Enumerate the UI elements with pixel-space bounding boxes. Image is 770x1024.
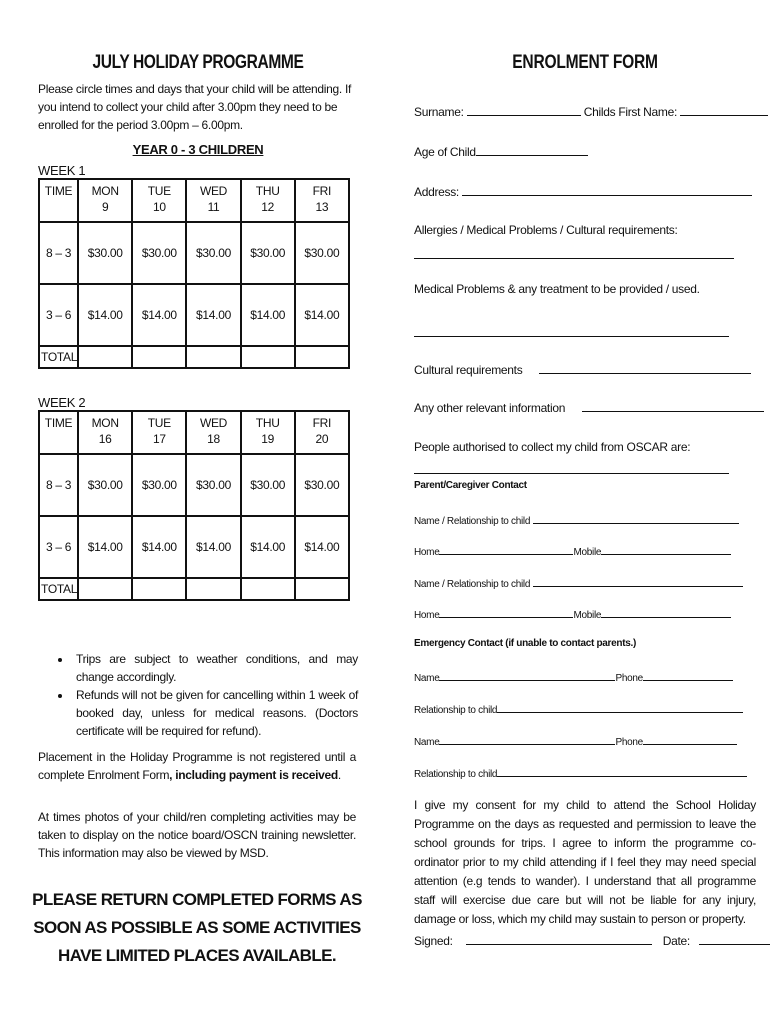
table-row (39, 284, 349, 346)
price-cell[interactable]: $14.00 (186, 284, 240, 346)
total-cell[interactable] (295, 346, 349, 368)
emergency2-name-row: Name Phone (414, 733, 737, 748)
day-date: 9 (101, 200, 109, 214)
address-field[interactable] (462, 184, 752, 196)
price-cell[interactable]: $30.00 (132, 454, 186, 516)
week-section (38, 395, 358, 601)
total-cell[interactable] (186, 578, 240, 600)
other-info-row: Any other relevant information (414, 400, 764, 415)
childs-first-name-field[interactable] (680, 104, 768, 116)
price-cell[interactable]: $14.00 (78, 284, 132, 346)
surname-field[interactable] (467, 104, 581, 116)
day-header[interactable] (78, 179, 132, 222)
authorised-label: People authorised to collect my child from OSCAR are: (414, 440, 691, 454)
parent2-name-field[interactable] (533, 575, 743, 587)
cultural-row: Cultural requirements (414, 362, 751, 377)
parent1-name-field[interactable] (533, 512, 739, 524)
price-cell[interactable]: $30.00 (186, 454, 240, 516)
emergency1-relationship-field[interactable] (497, 701, 743, 713)
notes-section (38, 650, 358, 740)
day-header[interactable] (186, 411, 240, 454)
note-item: • Refunds will not be given for cancelling within 1 week of booked day, unless for medical reasons. (Doctors certificate will be required for refund). (72, 686, 358, 740)
day-name: WED (199, 184, 228, 198)
week-label: WEEK 2 (38, 395, 86, 410)
week-label: WEEK 1 (38, 163, 86, 178)
time-slot[interactable]: 8 – 3 (39, 222, 78, 284)
placement-text: Placement in the Holiday Programme is not registered until a complete Enrolment Form, including payment is received. (38, 750, 356, 782)
emergency1-name-row: Name Phone (414, 669, 733, 684)
age-group-heading: YEAR 0 - 3 CHILDREN (132, 142, 264, 157)
signature-field[interactable] (466, 933, 652, 945)
table-row (39, 222, 349, 284)
parent1-phone-row: Home Mobile (414, 543, 731, 558)
time-slot[interactable]: 3 – 6 (39, 284, 78, 346)
price-cell[interactable]: $30.00 (132, 222, 186, 284)
surname-row: Surname: Childs First Name: (414, 104, 768, 119)
emergency2-relationship-row: Relationship to child (414, 765, 747, 780)
day-header[interactable] (241, 411, 295, 454)
weeks-container (38, 163, 358, 601)
total-cell[interactable] (132, 578, 186, 600)
day-date: 20 (315, 432, 329, 446)
price-cell[interactable]: $30.00 (78, 454, 132, 516)
day-name: TUE (147, 416, 171, 430)
day-name: MON (91, 416, 119, 430)
time-header: TIME (39, 411, 78, 454)
emergency1-phone-field[interactable] (643, 669, 733, 681)
parent2-home-field[interactable] (439, 606, 573, 618)
parent1-name-row: Name / Relationship to child (414, 512, 739, 527)
total-cell[interactable] (241, 346, 295, 368)
emergency1-name-field[interactable] (439, 669, 615, 681)
emergency1-relationship-row: Relationship to child (414, 701, 743, 716)
day-date: 19 (261, 432, 275, 446)
day-header[interactable] (78, 411, 132, 454)
day-name: THU (255, 184, 280, 198)
day-name: FRI (312, 184, 332, 198)
day-date: 13 (315, 200, 329, 214)
price-cell[interactable]: $30.00 (78, 222, 132, 284)
total-cell[interactable] (295, 578, 349, 600)
parent-contact-heading: Parent/Caregiver Contact (414, 480, 527, 491)
price-cell[interactable]: $14.00 (295, 284, 349, 346)
emergency2-relationship-field[interactable] (497, 765, 747, 777)
total-cell[interactable] (78, 346, 132, 368)
price-cell[interactable]: $30.00 (186, 222, 240, 284)
price-cell[interactable]: $14.00 (295, 516, 349, 578)
consent-text: I give my consent for my child to attend the School Holiday Programme on the days as requested and permission to leave the school grounds for trips. I agree to inform the programme co-ordinator prior to my child attending if I feel they may need special attention (e.g tends to wander). I understand that all programme staff will exercise due care but will not be liable for any injury, damage or loss, which my child may sustain to person or property. (414, 798, 756, 926)
day-name: MON (91, 184, 119, 198)
address-row: Address: (414, 184, 752, 199)
day-header[interactable] (241, 179, 295, 222)
price-cell[interactable]: $14.00 (241, 516, 295, 578)
form-title: ENROLMENT FORM (512, 52, 658, 73)
total-label: TOTAL (39, 578, 78, 600)
day-header[interactable] (186, 179, 240, 222)
price-cell[interactable]: $14.00 (132, 284, 186, 346)
photos-text: At times photos of your child/ren completing activities may be taken to display on the notice board/OSCN training newsletter. This information may also be viewed by MSD. (38, 810, 356, 860)
emergency2-phone-field[interactable] (643, 733, 737, 745)
price-cell[interactable]: $14.00 (78, 516, 132, 578)
total-cell[interactable] (186, 346, 240, 368)
price-cell[interactable]: $30.00 (241, 454, 295, 516)
time-slot[interactable]: 3 – 6 (39, 516, 78, 578)
emergency-contact-heading: Emergency Contact (if unable to contact parents.) (414, 638, 637, 649)
day-date: 18 (207, 432, 220, 446)
day-name: WED (199, 416, 228, 430)
age-row: Age of Child (414, 144, 588, 159)
schedule-table (38, 178, 350, 369)
medical-label: Medical Problems & any treatment to be provided / used. (414, 282, 700, 296)
allergies-label: Allergies / Medical Problems / Cultural requirements: (414, 223, 678, 237)
schedule-table (38, 410, 350, 601)
day-name: THU (255, 416, 280, 430)
day-date: 16 (98, 432, 112, 446)
authorised-field[interactable] (414, 472, 729, 474)
intro-text: Please circle times and days that your child will be attending. If you intend to collect your child after 3.00pm they need to be enrolled for the period 3.00pm – 6.00pm. (38, 82, 352, 132)
allergies-field[interactable] (414, 257, 734, 259)
programme-title: JULY HOLIDAY PROGRAMME (92, 52, 304, 73)
return-notice: PLEASE RETURN COMPLETED FORMS AS SOON AS POSSIBLE AS SOME ACTIVITIES HAVE LIMITED PLACES AVAILABLE. (32, 890, 362, 965)
table-row (39, 516, 349, 578)
day-name: TUE (147, 184, 171, 198)
enrolment-form (414, 0, 756, 1024)
other-info-field[interactable] (582, 400, 764, 412)
time-header: TIME (39, 179, 78, 222)
day-header[interactable] (295, 179, 349, 222)
parent1-home-field[interactable] (439, 543, 573, 555)
price-cell[interactable]: $30.00 (295, 222, 349, 284)
cultural-field[interactable] (539, 362, 751, 374)
day-date: 10 (152, 200, 166, 214)
note-item: • Trips are subject to weather conditions, and may change accordingly. (72, 650, 358, 686)
day-header[interactable] (295, 411, 349, 454)
date-field[interactable] (699, 933, 770, 945)
medical-field[interactable] (414, 335, 729, 337)
time-slot[interactable]: 8 – 3 (39, 454, 78, 516)
day-header[interactable] (132, 179, 186, 222)
total-cell[interactable] (132, 346, 186, 368)
holiday-programme-column (38, 52, 358, 601)
total-row (39, 346, 349, 368)
price-cell[interactable]: $30.00 (241, 222, 295, 284)
day-name: FRI (312, 416, 332, 430)
week-section (38, 163, 358, 369)
total-row (39, 578, 349, 600)
total-cell[interactable] (78, 578, 132, 600)
total-label: TOTAL (39, 346, 78, 368)
emergency2-name-field[interactable] (439, 733, 615, 745)
total-cell[interactable] (241, 578, 295, 600)
parent1-mobile-field[interactable] (601, 543, 731, 555)
price-cell[interactable]: $14.00 (241, 284, 295, 346)
parent2-name-row: Name / Relationship to child (414, 575, 743, 590)
age-field[interactable] (476, 144, 588, 156)
price-cell[interactable]: $30.00 (295, 454, 349, 516)
price-cell[interactable]: $14.00 (186, 516, 240, 578)
signature-row: Signed: Date: (414, 933, 770, 948)
price-cell[interactable]: $14.00 (132, 516, 186, 578)
parent2-phone-row: Home Mobile (414, 606, 731, 621)
parent2-mobile-field[interactable] (601, 606, 731, 618)
day-date: 11 (207, 200, 220, 214)
day-header[interactable] (132, 411, 186, 454)
day-date: 12 (261, 200, 275, 214)
notes-list (38, 650, 358, 740)
day-date: 17 (152, 432, 166, 446)
table-row (39, 454, 349, 516)
